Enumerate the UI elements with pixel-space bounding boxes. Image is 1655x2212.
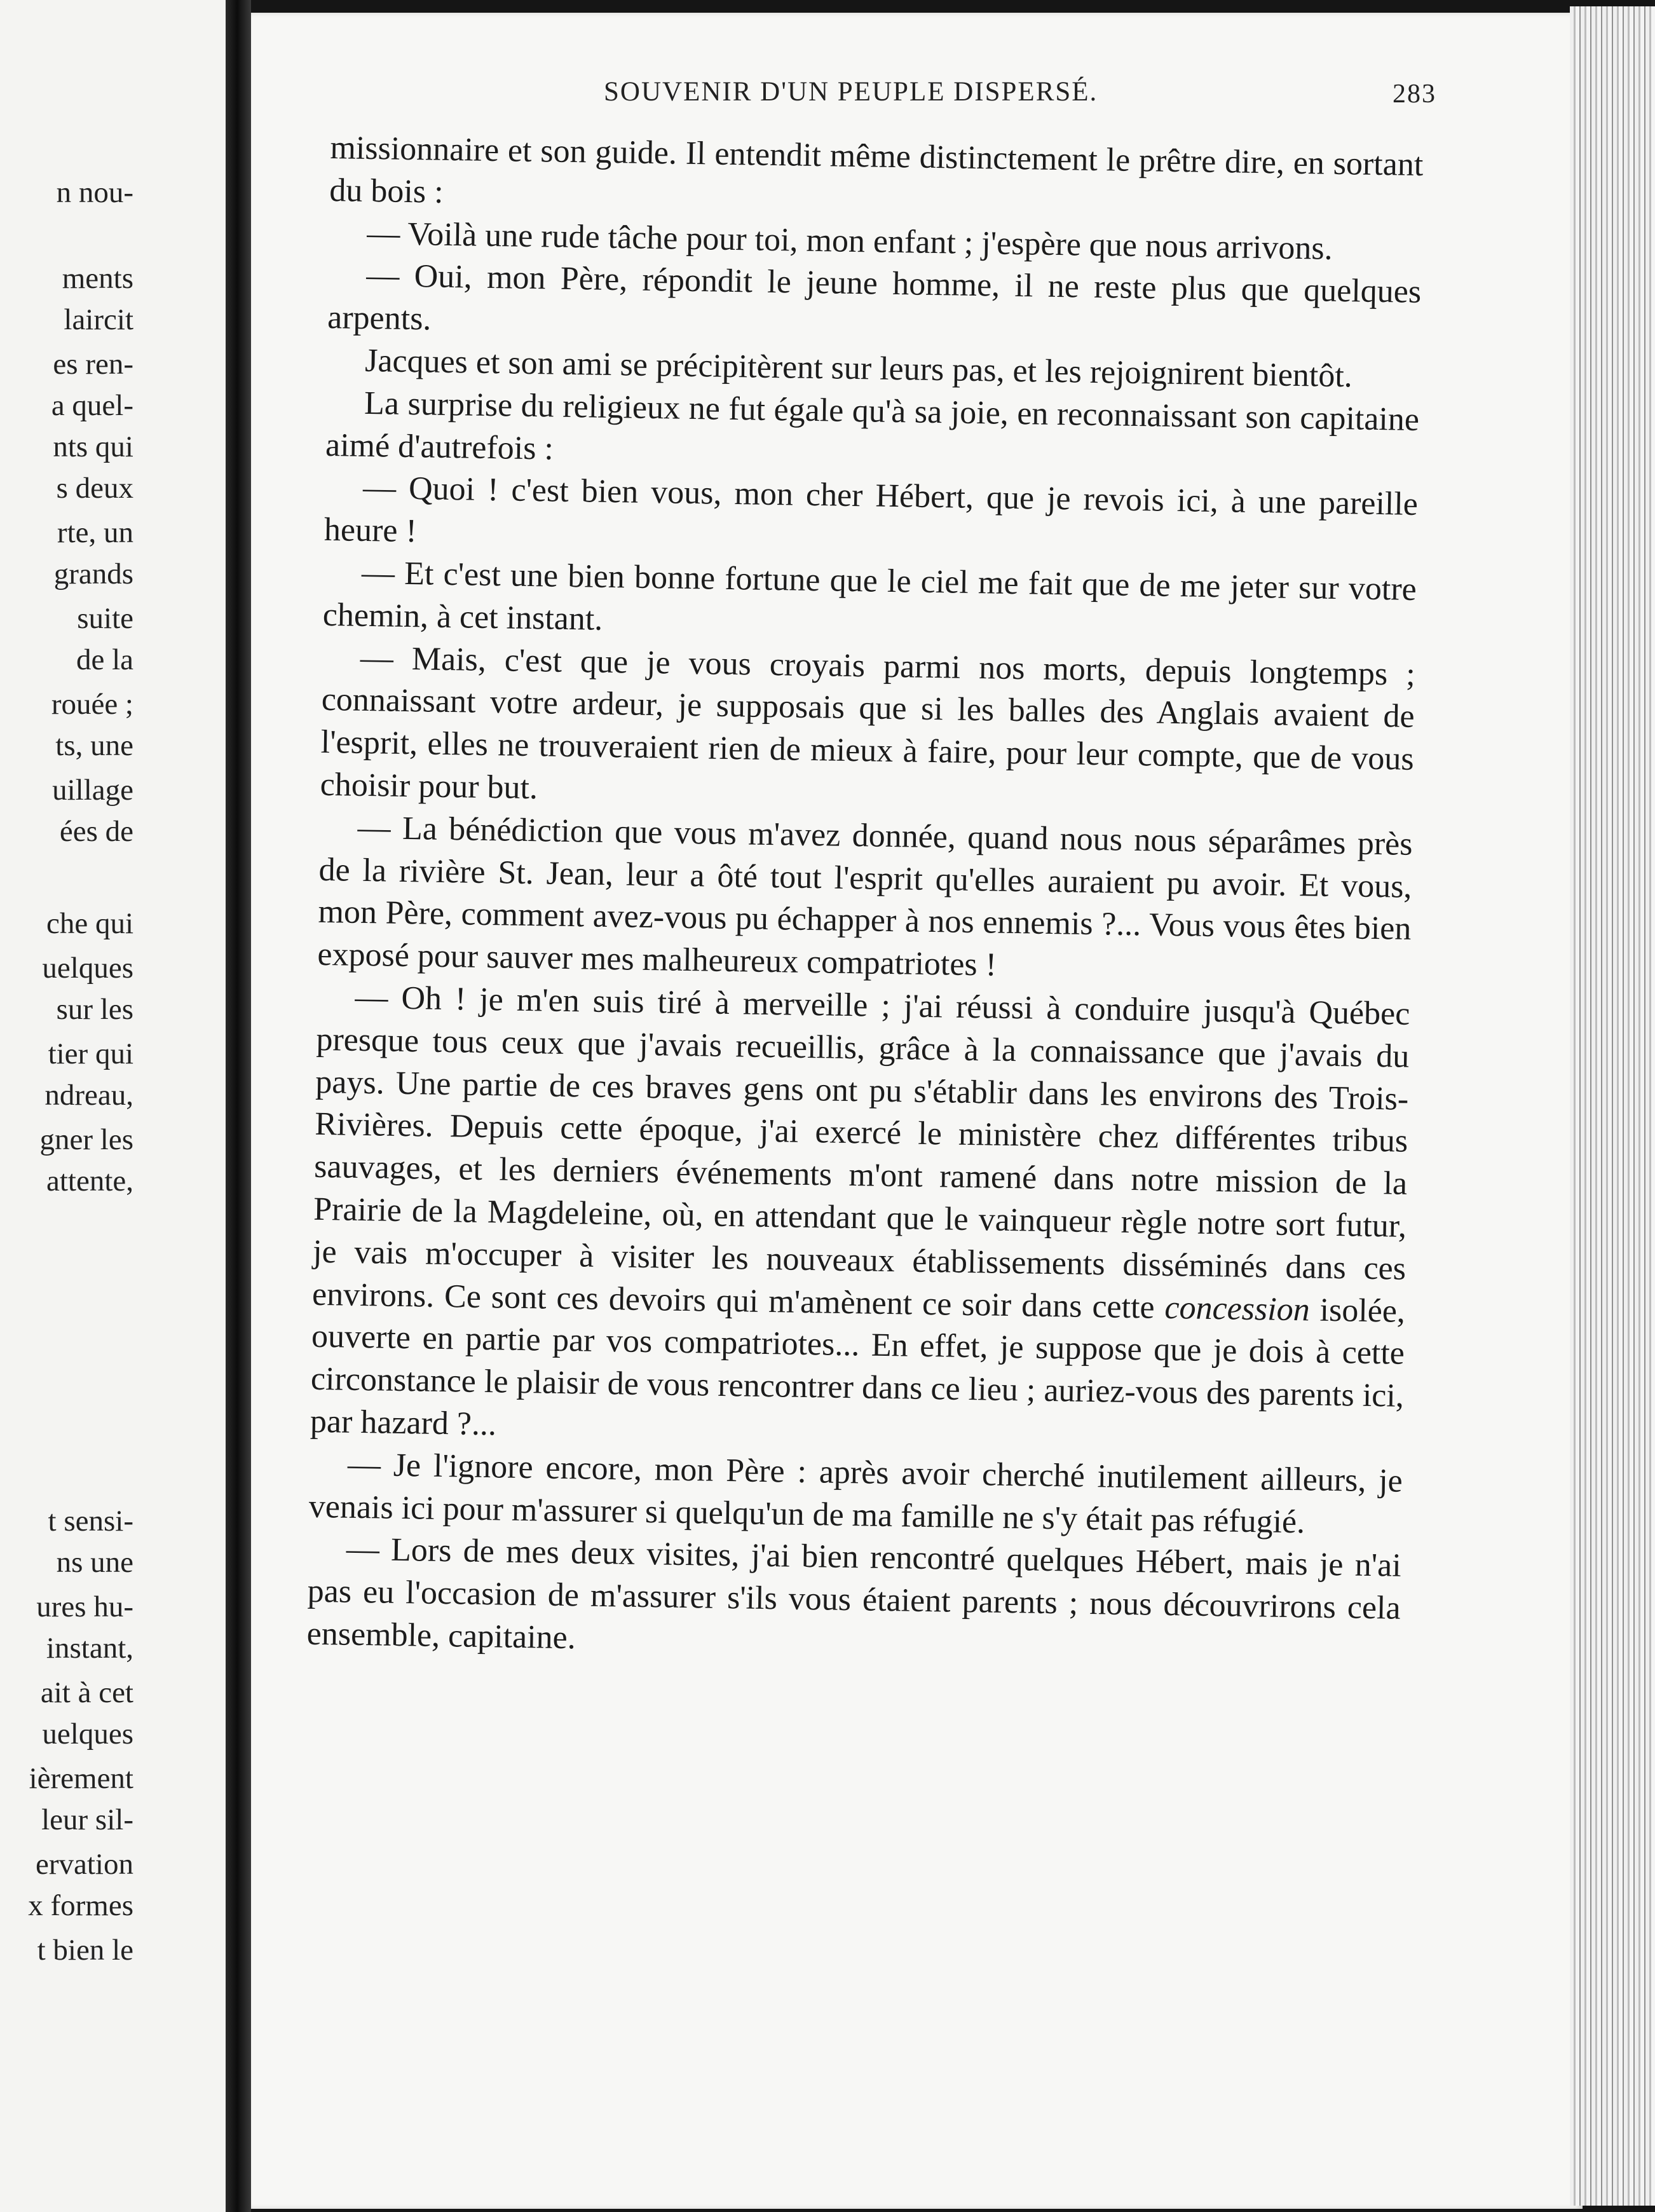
previous-page-line: rouée ; — [51, 688, 133, 721]
italic-word: concession — [1164, 1289, 1311, 1328]
previous-page-line: a quel- — [51, 389, 133, 422]
previous-page-line: instant, — [46, 1632, 133, 1665]
previous-page-line: ervation — [36, 1848, 133, 1881]
previous-page-line: ait à cet — [40, 1676, 133, 1709]
paragraph: — Mais, c'est que je vous croyais parmi nos morts, depuis longtemps ; connaissant votre ardeur, je supposais que si les balles des Anglais avaient de l'esprit, elles ne trouveraient rien de mieux à faire, pour leur compte, que de vous choisir pour but. — [320, 639, 1416, 807]
paragraph: — La bénédiction que vous m'avez donnée, quand nous nous séparâmes près de la rivière St. Jean, leur a ôté tout l'esprit qu'elles auraient pu avoir. Et vous, mon Père, comment avez-vous pu échapper à nos ennemis ?... Vous vous êtes bien exposé pour sauver mes malheureux compatriotes ! — [317, 809, 1413, 983]
previous-page-line: uelques — [42, 952, 133, 985]
previous-page-line: uillage — [52, 774, 133, 807]
previous-page-line: t sensi- — [48, 1505, 133, 1538]
body-text — [306, 127, 1424, 1672]
previous-page-line: ments — [62, 262, 133, 295]
previous-page-line: rte, un — [57, 516, 133, 549]
previous-page-line: ures hu- — [36, 1590, 133, 1623]
previous-page-line: suite — [77, 602, 133, 635]
previous-page-line: ièrement — [29, 1762, 133, 1795]
previous-page-line: t bien le — [37, 1934, 133, 1967]
previous-page-line: s deux — [56, 472, 133, 505]
previous-page-fragment — [0, 0, 227, 2212]
previous-page-line: sur les — [56, 993, 133, 1026]
running-title: SOUVENIR D'UN PEUPLE DISPERSÉ. — [604, 77, 1098, 107]
previous-page-line: ns une — [56, 1546, 133, 1579]
previous-page-line: x formes — [28, 1889, 133, 1922]
paragraph: — Voilà une rude tâche pour toi, mon enfant ; j'espère que nous arrivons. — [366, 215, 1333, 267]
paragraph-text: — Oh ! je m'en suis tiré à merveille ; j'ai réussi à conduire jusqu'à Québec presque tous ceux que j'avais recueillis, grâce à la connaissance que j'avais du pays. Une partie de ces braves gens ont pu s'établir dans les environs des Trois-Rivières. Depuis cette époque, j'ai exercé le ministère chez différentes tribus sauvages, et les derniers événements m'ont ramené dans notre mission de la Prairie de la Magdeleine, où, en attendant que le vainqueur règle notre sort futur, je vais m'occuper à visiter les nouveaux établissements disséminés dans ces environs. Ce sont ces devoirs qui m'amènent ce soir dans cette — [311, 979, 1410, 1326]
paragraph: — Et c'est une bien bonne fortune que le ciel me fait que de me jeter sur votre chemin, à cet instant. — [322, 554, 1417, 638]
previous-page-line: grands — [53, 557, 133, 591]
previous-page-line: de la — [76, 643, 133, 676]
paragraph-text: isolée, ouverte en partie par vos compatriotes... En effet, je suppose que je dois à cette circonstance le plaisir de vous rencontrer dans ce lieu ; auriez-vous des parents ici, par hazard ?... — [310, 1291, 1406, 1443]
paragraph: missionnaire et son guide. Il entendit même distinctement le prêtre dire, en sortant du bois : — [329, 129, 1424, 210]
paragraph: — Quoi ! c'est bien vous, mon cher Hébert, que je revois ici, à une pareille heure ! — [324, 470, 1419, 550]
previous-page-line: gner les — [39, 1123, 133, 1156]
page-edges — [1570, 6, 1655, 2206]
previous-page-line: ées de — [59, 815, 133, 848]
paragraph: — Oui, mon Père, répondit le jeune homme, il ne reste plus que quelques arpents. — [327, 257, 1422, 338]
page-number: 283 — [1393, 79, 1436, 109]
paragraph: Jacques et son ami se précipitèrent sur leurs pas, et les rejoignirent bientôt. — [364, 342, 1353, 395]
previous-page-line: leur sil- — [41, 1803, 133, 1836]
previous-page-line: ndreau, — [44, 1079, 133, 1112]
previous-page-line: es ren- — [53, 348, 133, 381]
paragraph: La surprise du religieux ne fut égale qu'à sa joie, en reconnaissant son capitaine aimé d'autrefois : — [325, 385, 1420, 467]
previous-page-line: n nou- — [56, 176, 133, 209]
running-head — [353, 76, 1436, 121]
previous-page-line: che qui — [46, 907, 133, 940]
previous-page-line: attente, — [46, 1164, 133, 1198]
paragraph: — Lors de mes deux visites, j'ai bien rencontré quelques Hébert, mais je n'ai pas eu l'occasion de m'assurer s'ils vous étaient parents ; nous découvrirons cela ensemble, capitaine. — [306, 1531, 1402, 1656]
paragraph — [310, 976, 1410, 1461]
previous-page-line: laircit — [64, 303, 133, 336]
previous-page-line: tier qui — [48, 1037, 133, 1070]
previous-page-line: nts qui — [53, 430, 133, 463]
previous-page-line: ts, une — [55, 729, 133, 762]
book-gutter — [226, 0, 251, 2212]
paragraph: — Je l'ignore encore, mon Père : après avoir cherché inutilement ailleurs, je venais ici pour m'assurer si quelqu'un de ma famille ne s'y était pas réfugié. — [308, 1446, 1403, 1540]
previous-page-line: uelques — [42, 1717, 133, 1751]
